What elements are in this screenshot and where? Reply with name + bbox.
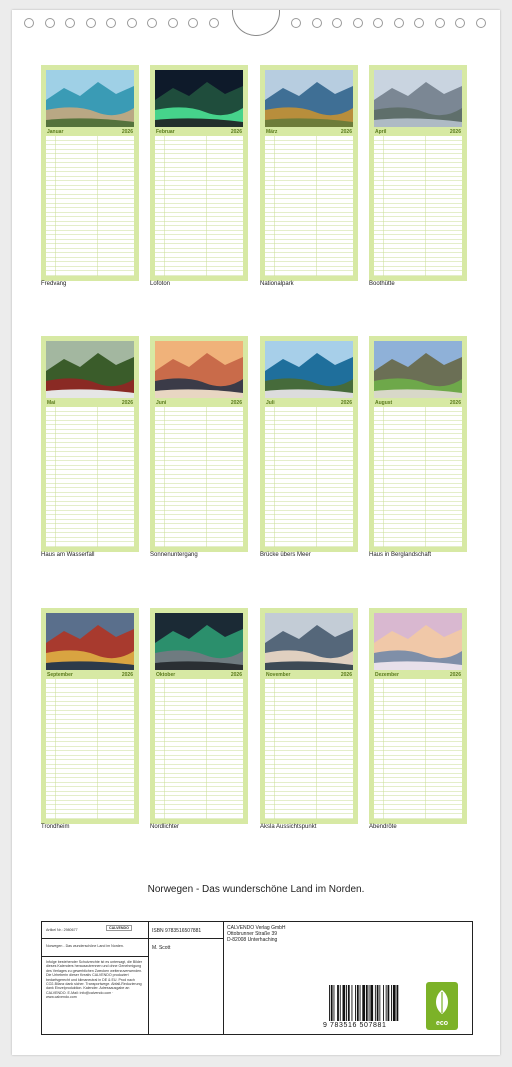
binding-hole [435, 18, 445, 28]
divider [223, 922, 224, 1034]
month-panel [369, 65, 467, 281]
legal-notice: Infolge bestehender Schutzrechte ist es untersagt, die Bilder dieses Kalenders herauszutrennen und ohne Genehmigung des Verlages zu gewerblichen Zwecken weiterzuverwenden. Die Urheberin dieser Kreativ CALVENDO produziert bedarfsgerecht und klimaneutral in DE & EU. Prod nach CO2-Bilanz dank sicher. Transportwege. Abfall-Reduzierung dank Einzelproduktion. Kalender. Adressausgabe an CALVENDO. E-Mail: info@calvendo.com · www.calvendo.com [46, 960, 143, 1000]
month-caption: Aksla Aussichtspunkt [260, 824, 317, 830]
month-caption: Abendröte [369, 824, 397, 830]
calvendo-badge: CALVENDO [106, 925, 132, 931]
month-panel [150, 65, 248, 281]
month-photo [46, 70, 134, 127]
binding-hole [188, 18, 198, 28]
month-name: Dezember [375, 672, 399, 678]
month-year: 2026 [340, 129, 352, 135]
info-box [41, 921, 473, 1035]
author: M. Scott [152, 945, 171, 951]
month-name: August [375, 400, 393, 406]
month-caption: Fredvang [41, 281, 67, 287]
month-photo [46, 341, 134, 398]
month-photo [155, 70, 243, 127]
binding-hole [353, 18, 363, 28]
binding-hole [147, 18, 157, 28]
calendar-title: Norwegen - Das wunderschöne Land im Norden. [147, 884, 365, 895]
month-header [374, 128, 462, 136]
month-header [374, 399, 462, 407]
binding-hole [168, 18, 178, 28]
day-grid [155, 136, 243, 276]
day-grid [265, 136, 353, 276]
month-name: Januar [47, 129, 64, 135]
month-name: November [266, 672, 291, 678]
article-number: Artikel Nr.: 2980677 [46, 928, 78, 932]
leaf-icon [432, 988, 452, 1016]
binding-hole [24, 18, 34, 28]
month-panel [260, 608, 358, 824]
month-year: 2026 [449, 400, 461, 406]
month-header [155, 399, 243, 407]
month-photo [265, 341, 353, 398]
binding-hole [455, 18, 465, 28]
binding-hole [45, 18, 55, 28]
month-caption: Haus am Wasserfall [41, 552, 95, 558]
month-header [46, 128, 134, 136]
month-year: 2026 [449, 129, 461, 135]
info-title-line: Norwegen - Das wunderschöne Land im Norden. [46, 944, 124, 948]
day-grid [374, 679, 462, 819]
month-name: Juli [266, 400, 275, 406]
divider [42, 956, 148, 957]
eco-badge [426, 982, 458, 1030]
day-grid [374, 136, 462, 276]
month-year: 2026 [230, 400, 242, 406]
divider [148, 938, 223, 939]
day-grid [155, 679, 243, 819]
month-photo [155, 613, 243, 670]
binding-hole [65, 18, 75, 28]
day-grid [155, 407, 243, 547]
month-caption: Trondheim [41, 824, 70, 830]
publisher-city: D-82008 Unterhaching [227, 937, 278, 943]
month-caption: Lofoton [150, 281, 171, 287]
month-photo [265, 613, 353, 670]
month-panel [150, 336, 248, 552]
month-photo [46, 613, 134, 670]
month-year: 2026 [449, 672, 461, 678]
month-header [374, 671, 462, 679]
binding-hole [476, 18, 486, 28]
month-year: 2026 [121, 400, 133, 406]
month-year: 2026 [340, 672, 352, 678]
month-header [265, 399, 353, 407]
day-grid [374, 407, 462, 547]
month-photo [155, 341, 243, 398]
month-header [46, 671, 134, 679]
binding-hole [127, 18, 137, 28]
month-photo [265, 70, 353, 127]
month-name: Juni [156, 400, 167, 406]
month-year: 2026 [121, 672, 133, 678]
month-panel [41, 608, 139, 824]
month-header [155, 128, 243, 136]
month-panel [41, 336, 139, 552]
binding-hole [394, 18, 404, 28]
month-name: Oktober [156, 672, 176, 678]
month-caption: Brücke übers Meer [260, 552, 311, 558]
binding-hole [312, 18, 322, 28]
month-caption: Boothütte [369, 281, 395, 287]
day-grid [265, 407, 353, 547]
month-photo [374, 70, 462, 127]
month-year: 2026 [121, 129, 133, 135]
month-photo [374, 613, 462, 670]
month-panel [41, 65, 139, 281]
binding-hole [414, 18, 424, 28]
month-panel [369, 608, 467, 824]
barcode-digits: 9 783516 507881 [323, 1022, 387, 1029]
month-caption: Sonnenuntergang [150, 552, 198, 558]
binding-hole [106, 18, 116, 28]
month-photo [374, 341, 462, 398]
month-header [265, 671, 353, 679]
month-panel [260, 65, 358, 281]
binding-hole [86, 18, 96, 28]
month-caption: Haus in Berglandschaft [369, 552, 432, 558]
publisher-name: CALVENDO Verlag GmbH [227, 925, 286, 931]
month-caption: Nordlichter [150, 824, 180, 830]
month-caption: Nationalpark [260, 281, 294, 287]
month-name: April [375, 129, 387, 135]
publisher-street: Ottobrunner Straße 39 [227, 931, 278, 937]
month-year: 2026 [230, 672, 242, 678]
divider [42, 938, 148, 939]
isbn: ISBN 9783516507881 [152, 928, 202, 934]
month-year: 2026 [340, 400, 352, 406]
month-panel [260, 336, 358, 552]
binding-hole [209, 18, 219, 28]
binding-hole [332, 18, 342, 28]
day-grid [46, 407, 134, 547]
month-name: September [47, 672, 73, 678]
day-grid [265, 679, 353, 819]
eco-label: eco [435, 1020, 449, 1027]
month-name: Mai [47, 400, 56, 406]
month-panel [369, 336, 467, 552]
month-name: Februar [156, 129, 175, 135]
day-grid [46, 136, 134, 276]
month-header [155, 671, 243, 679]
month-header [265, 128, 353, 136]
binding-hole [373, 18, 383, 28]
month-year: 2026 [230, 129, 242, 135]
month-panel [150, 608, 248, 824]
barcode [329, 985, 405, 1021]
day-grid [46, 679, 134, 819]
month-name: März [266, 129, 278, 135]
month-header [46, 399, 134, 407]
binding-hole [291, 18, 301, 28]
